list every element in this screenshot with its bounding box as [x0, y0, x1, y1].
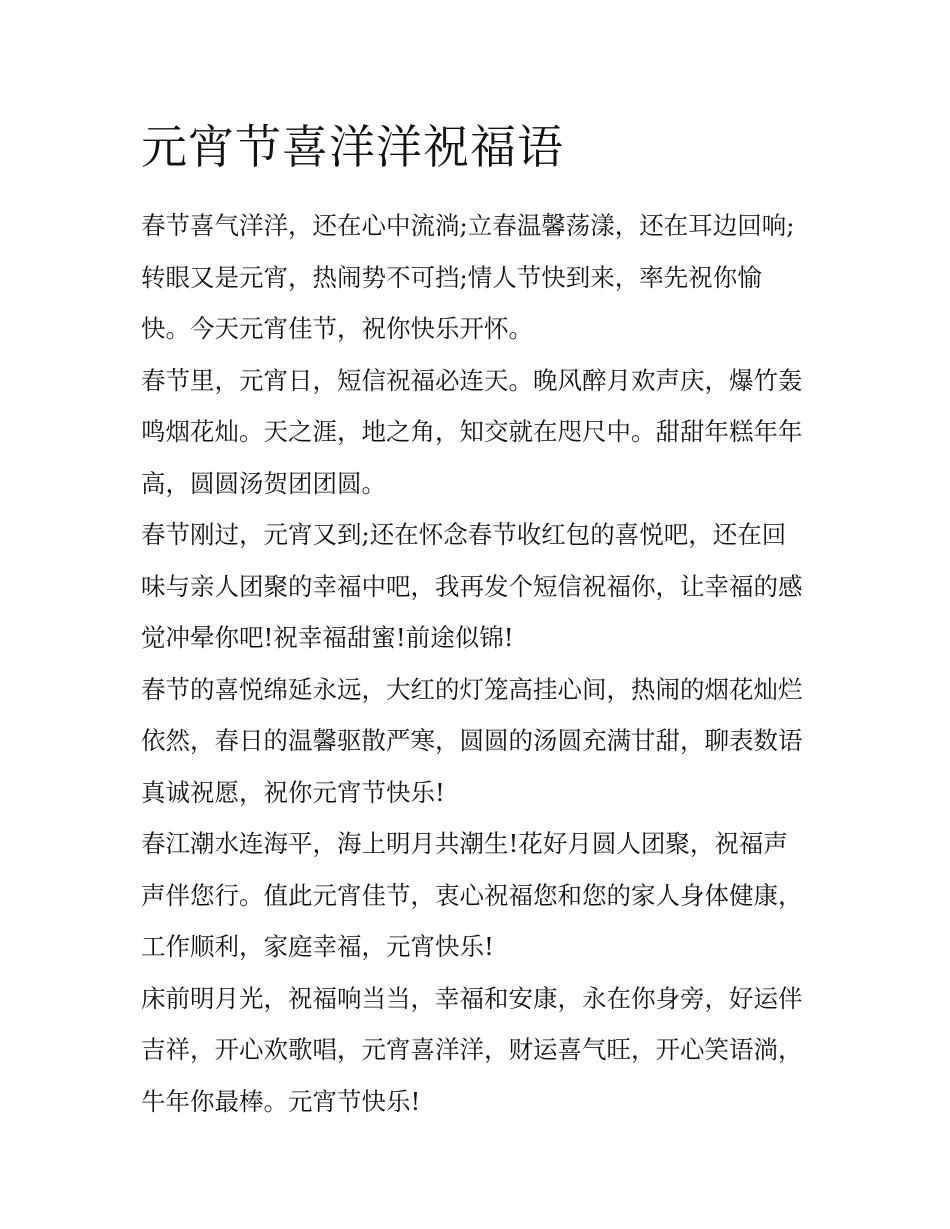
- text-line: 依然，春日的温馨驱散严寒，圆圆的汤圆充满甘甜，聊表数语: [141, 726, 803, 755]
- text-line: 春节的喜悦绵延永远，大红的灯笼高挂心间，热闹的烟花灿烂: [141, 674, 803, 704]
- document-body: [141, 200, 821, 1127]
- paragraph-2: [141, 355, 821, 510]
- text-line: 牛年你最棒。元宵节快乐!: [141, 1086, 421, 1116]
- text-line: 味与亲人团聚的幸福中吧，我再发个短信祝福你，让幸福的感: [141, 571, 803, 601]
- text-line: 吉祥，开心欢歌唱，元宵喜洋洋，财运喜气旺，开心笑语淌，: [141, 1035, 803, 1064]
- text-line: 工作顺利，家庭幸福，元宵快乐!: [141, 932, 494, 961]
- text-line: 春节里，元宵日，短信祝福必连天。晚风醉月欢声庆，爆竹轰: [141, 365, 803, 395]
- paragraph-5: [141, 818, 821, 973]
- text-line: 春江潮水连海平，海上明月共潮生!花好月圆人团聚，祝福声: [141, 829, 788, 858]
- text-line: 转眼又是元宵，热闹势不可挡;情人节快到来，率先祝你愉: [141, 262, 762, 292]
- paragraph-1: [141, 200, 821, 355]
- paragraph-6: [141, 973, 821, 1128]
- paragraph-3: [141, 509, 821, 664]
- text-line: 快。今天元宵佳节，祝你快乐开怀。: [141, 314, 533, 343]
- text-line: 床前明月光，祝福响当当，幸福和安康，永在你身旁，好运伴: [141, 983, 803, 1013]
- text-line: 春节刚过，元宵又到;还在怀念春节收红包的喜悦吧，还在回: [141, 520, 787, 549]
- text-line: 声伴您行。值此元宵佳节，衷心祝福您和您的家人身体健康，: [141, 880, 803, 910]
- text-line: 高，圆圆汤贺团团圆。: [141, 468, 386, 498]
- text-line: 春节喜气洋洋，还在心中流淌;立春温馨荡漾，还在耳边回响;: [141, 211, 795, 240]
- text-line: 觉冲晕你吧!祝幸福甜蜜!前途似锦!: [141, 623, 514, 652]
- page-title: 元宵节喜洋洋祝福语: [141, 120, 564, 174]
- paragraph-4: [141, 664, 821, 819]
- text-line: 鸣烟花灿。天之涯，地之角，知交就在咫尺中。甜甜年糕年年: [141, 417, 803, 446]
- text-line: 真诚祝愿，祝你元宵节快乐!: [141, 777, 445, 807]
